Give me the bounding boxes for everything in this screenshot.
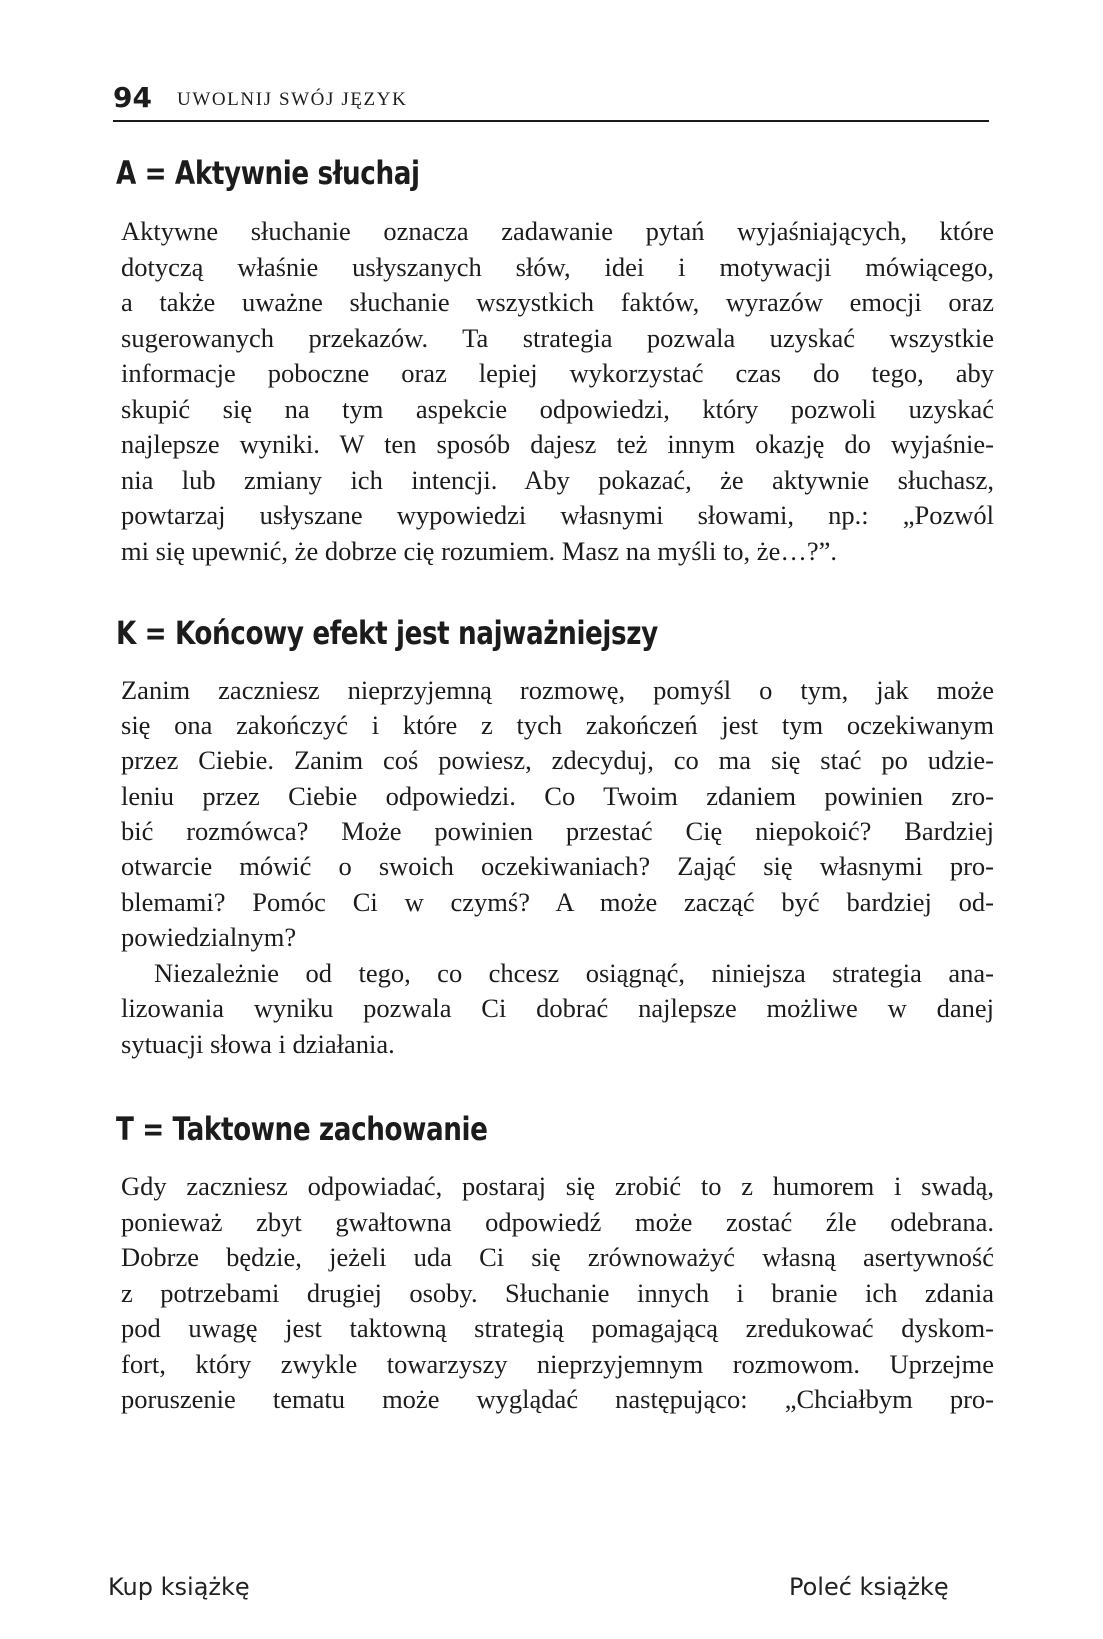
paragraph-line: a także uważne słuchanie wszystkich faktów, wyrazów emocji oraz bbox=[121, 287, 994, 317]
paragraph-line: z potrzebami drugiej osoby. Słuchanie innych i branie ich zdania bbox=[121, 1278, 994, 1308]
paragraph-line: poruszenie tematu może wyglądać następująco: „Chciałbym pro- bbox=[121, 1384, 994, 1414]
paragraph-line: bić rozmówca? Może powinien przestać Cię niepokoić? Bardziej bbox=[121, 816, 994, 846]
section-heading-a: A = Aktywnie słuchaj bbox=[116, 154, 420, 192]
paragraph-line: Gdy zaczniesz odpowiadać, postaraj się zrobić to z humorem i swadą, bbox=[121, 1171, 994, 1201]
paragraph-line: fort, który zwykle towarzyszy nieprzyjemnym rozmowom. Uprzejme bbox=[121, 1349, 994, 1379]
paragraph-line: przez Ciebie. Zanim coś powiesz, zdecyduj, co ma się stać po udzie- bbox=[121, 745, 994, 775]
paragraph-line: powtarzaj usłyszane wypowiedzi własnymi słowami, np.: „Pozwól bbox=[121, 500, 994, 530]
buy-book-link[interactable]: Kup książkę bbox=[108, 1573, 250, 1601]
paragraph-line: skupić się na tym aspekcie odpowiedzi, który pozwoli uzyskać bbox=[121, 394, 994, 424]
paragraph-line: Niezależnie od tego, co chcesz osiągnąć, niniejsza strategia ana- bbox=[154, 958, 994, 988]
paragraph-line: dotyczą właśnie usłyszanych słów, idei i motywacji mówiącego, bbox=[121, 252, 994, 282]
page-number: 94 bbox=[113, 81, 152, 114]
paragraph-line: sytuacji słowa i działania. bbox=[121, 1029, 395, 1059]
paragraph-line: mi się upewnić, że dobrze cię rozumiem. Masz na myśli to, że…?”. bbox=[121, 536, 837, 566]
paragraph-line: lizowania wyniku pozwala Ci dobrać najlepsze możliwe w danej bbox=[121, 993, 994, 1023]
paragraph-line: otwarcie mówić o swoich oczekiwaniach? Zająć się własnymi pro- bbox=[121, 851, 994, 881]
paragraph-line: informacje poboczne oraz lepiej wykorzystać czas do tego, aby bbox=[121, 358, 994, 388]
section-heading-k: K = Końcowy efekt jest najważniejszy bbox=[116, 614, 658, 652]
paragraph-line: sugerowanych przekazów. Ta strategia pozwala uzyskać wszystkie bbox=[121, 323, 994, 353]
paragraph-line: leniu przez Ciebie odpowiedzi. Co Twoim zdaniem powinien zro- bbox=[121, 781, 994, 811]
recommend-book-link[interactable]: Poleć książkę bbox=[789, 1573, 949, 1601]
paragraph-line: pod uwagę jest taktowną strategią pomagającą zredukować dyskom- bbox=[121, 1313, 994, 1343]
paragraph-line: Dobrze będzie, jeżeli uda Ci się zrównoważyć własną asertywność bbox=[121, 1242, 994, 1272]
paragraph-line: najlepsze wyniki. W ten sposób dajesz też innym okazję do wyjaśnie- bbox=[121, 429, 994, 459]
paragraph-line: powiedzialnym? bbox=[121, 922, 297, 952]
book-title: UWOLNIJ SWÓJ JĘZYK bbox=[177, 89, 408, 110]
paragraph-line: blemami? Pomóc Ci w czymś? A może zacząć być bardziej od- bbox=[121, 887, 994, 917]
paragraph-line: ponieważ zbyt gwałtowna odpowiedź może zostać źle odebrana. bbox=[121, 1207, 994, 1237]
running-head bbox=[113, 80, 989, 122]
paragraph-line: się ona zakończyć i które z tych zakończeń jest tym oczekiwanym bbox=[121, 710, 994, 740]
paragraph-line: Zanim zaczniesz nieprzyjemną rozmowę, pomyśl o tym, jak może bbox=[121, 675, 994, 705]
paragraph-line: nia lub zmiany ich intencji. Aby pokazać, że aktywnie słuchasz, bbox=[121, 465, 994, 495]
section-heading-t: T = Taktowne zachowanie bbox=[116, 1110, 488, 1148]
paragraph-line: Aktywne słuchanie oznacza zadawanie pytań wyjaśniających, które bbox=[121, 216, 994, 246]
